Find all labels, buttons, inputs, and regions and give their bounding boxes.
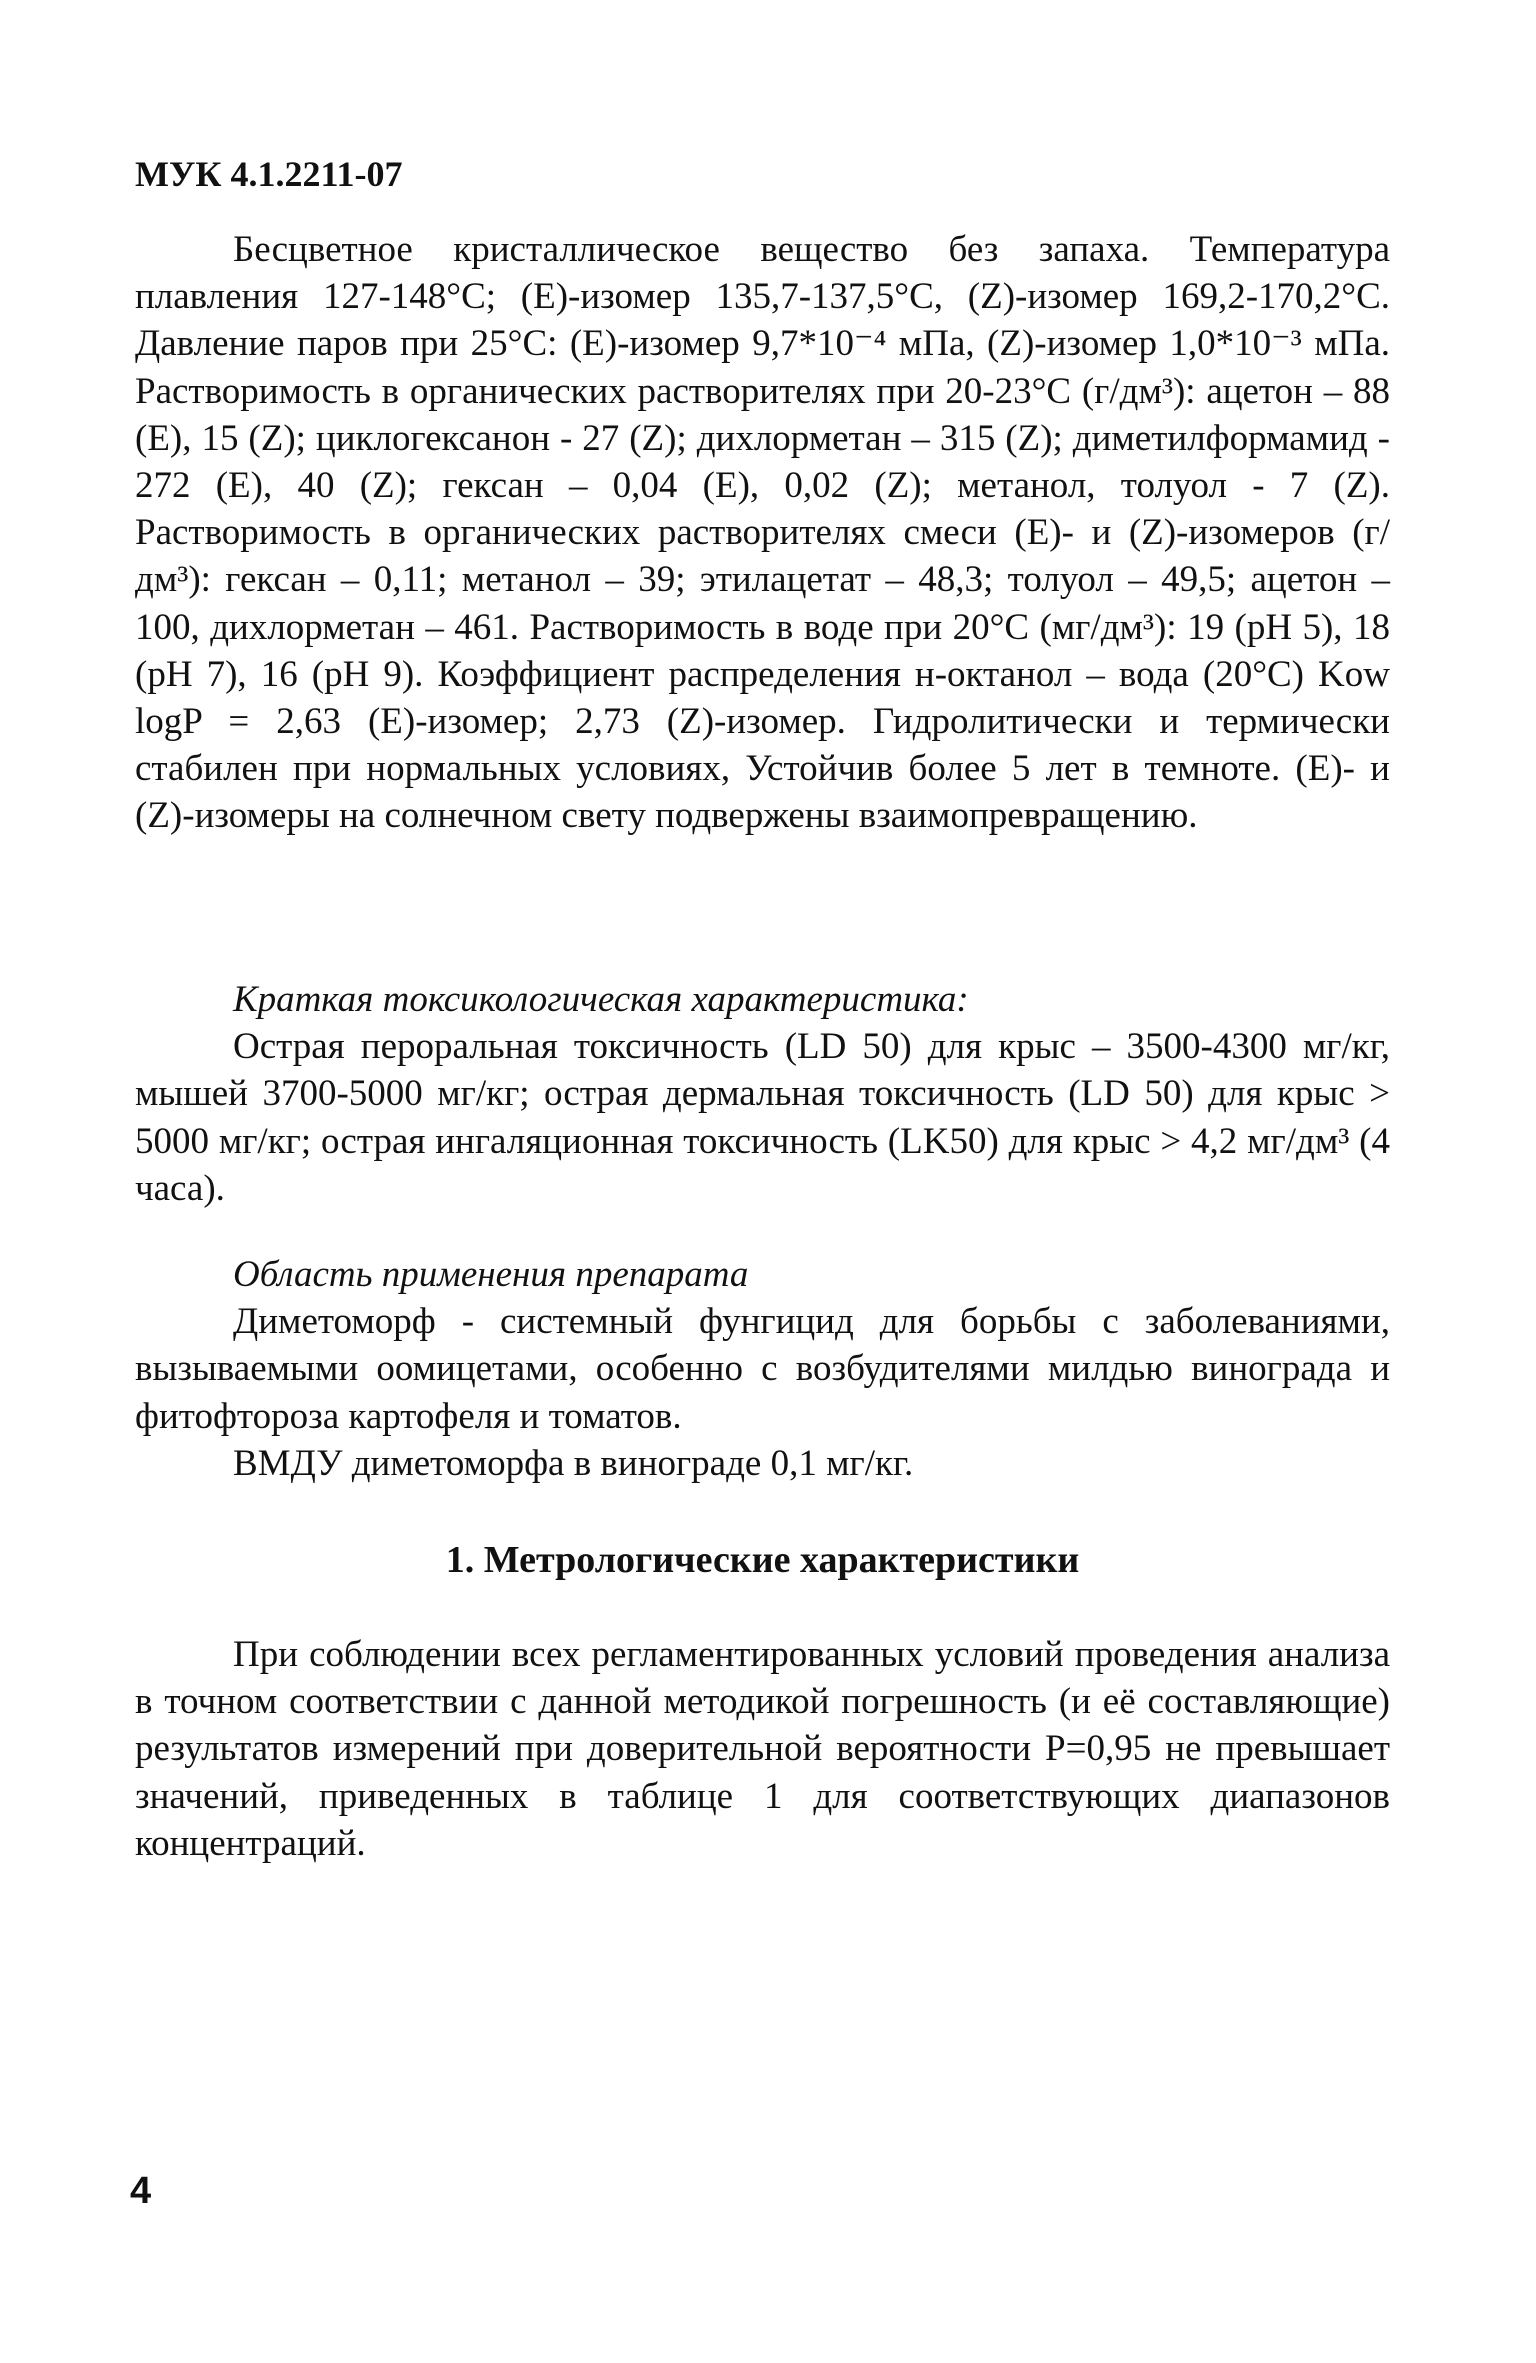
toxicology-paragraph: Острая пероральная токсичность (LD 50) для крыс – 3500-4300 мг/кг, мышей 3700-5000 мг/кг; острая дермальная токсичность (LD 50) для крыс > 5000 мг/кг; острая ингаляционная токсичность (LK50) для крыс > 4,2 мг/дм³ (4 часа). <box>135 1026 1390 1209</box>
toxicology-heading: Краткая токсикологическая характеристика: <box>233 979 969 1020</box>
section-1-heading: 1. Метрологические характеристики <box>445 1539 1080 1581</box>
mrl-paragraph: ВМДУ диметоморфа в винограде 0,1 мг/кг. <box>233 1442 914 1484</box>
physical-properties-paragraph: Бесцветное кристаллическое вещество без запаха. Температура плавления 127-148°С; (Е)-изомер 135,7-137,5°С, (Z)-изомер 169,2-170,2°С. Давление паров при 25°С: (Е)-изомер 9,7*10⁻⁴ мПа, (Z)-изомер 1,0*10⁻³ мПа. Растворимость в органических растворителях при 20-23°С (г/дм³): ацетон – 88 (Е), 15 (Z); циклогексанон - 27 (Z); дихлорметан – 315 (Z); диметилформамид - 272 (Е), 40 (Z); гексан – 0,04 (Е), 0,02 (Z); метанол, толуол - 7 (Z). Растворимость в органических растворителях смеси (Е)- и (Z)-изомеров (г/дм³): гексан – 0,11; метанол – 39; этилацетат – 48,3; толуол – 49,5; ацетон – 100, дихлорметан – 461. Растворимость в воде при 20°С (мг/дм³): 19 (рН 5), 18 (рН 7), 16 (рН 9). Коэффициент распределения н-октанол – вода (20°С) Kow logP = 2,63 (Е)-изомер; 2,73 (Z)-изомер. Гидролитически и термически стабилен при нормальных условиях, Устойчив более 5 лет в темноте. (Е)- и (Z)-изомеры на солнечном свету подвержены взаимопревращению. <box>135 229 1390 837</box>
toxicology-section <box>135 976 1390 1212</box>
metrology-section <box>135 1631 1390 1867</box>
page-number: 4 <box>130 2170 152 2212</box>
document-code: МУК 4.1.2211-07 <box>135 154 403 194</box>
application-heading: Область применения препарата <box>233 1254 749 1295</box>
application-section <box>135 1251 1390 1487</box>
physical-properties-section <box>135 226 1390 840</box>
metrology-paragraph: При соблюдении всех регламентированных условий проведения анализа в точном соответствии с данной методикой погрешность (и её составляющие) результатов измерений при доверительной вероятности Р=0,95 не превышает значений, приведенных в таблице 1 для соответствующих диапазонов концентраций. <box>135 1634 1390 1864</box>
application-paragraph: Диметоморф - системный фунгицид для борьбы с заболеваниями, вызываемыми оомицетами, особенно с возбудителями милдью винограда и фитофтороза картофеля и томатов. <box>135 1301 1390 1437</box>
